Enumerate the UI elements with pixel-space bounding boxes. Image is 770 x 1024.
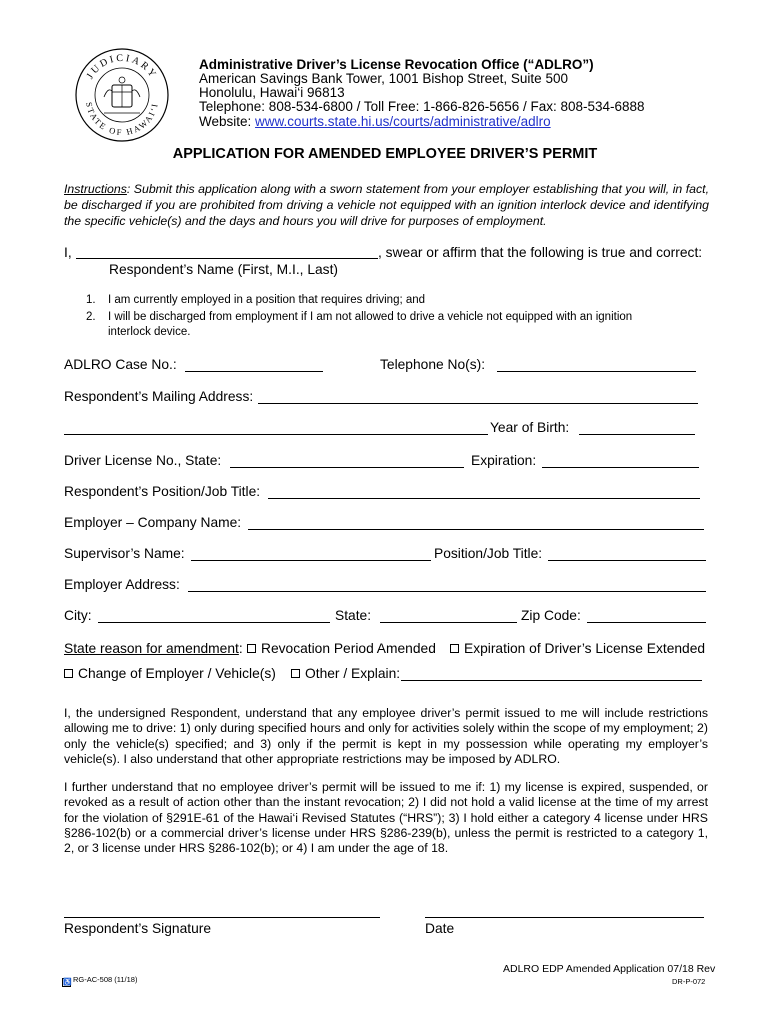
office-address-line1: American Savings Bank Tower, 1001 Bishop Street, Suite 500 bbox=[199, 71, 568, 86]
respondent-signature-field[interactable] bbox=[64, 917, 380, 918]
reason-option-other-label: Other / Explain: bbox=[305, 666, 401, 681]
mailing-address-label: Respondent’s Mailing Address: bbox=[64, 389, 254, 404]
statement-2-number: 2. bbox=[86, 311, 96, 323]
case-no-label: ADLRO Case No.: bbox=[64, 357, 177, 372]
zip-field[interactable] bbox=[587, 622, 706, 623]
date-field[interactable] bbox=[425, 917, 704, 918]
license-state-label: Driver License No., State: bbox=[64, 453, 222, 468]
office-phone: Telephone: 808-534-6800 / Toll Free: 1-866-826-5656 / Fax: 808-534-6888 bbox=[199, 99, 645, 114]
mailing-address-field[interactable] bbox=[258, 403, 698, 404]
statement-2-text: I will be discharged from employment if I am not allowed to drive a vehicle not equipped with an ignition bbox=[108, 311, 633, 323]
instructions-label: Instructions bbox=[64, 182, 127, 196]
supervisor-field[interactable] bbox=[191, 560, 431, 561]
reason-label-colon: : bbox=[238, 641, 243, 656]
position-field[interactable] bbox=[268, 498, 700, 499]
respondent-signature-label: Respondent’s Signature bbox=[64, 921, 212, 936]
telephone-field[interactable] bbox=[497, 371, 696, 372]
instructions-text: : Submit this application along with a sworn statement from your employer establishing that you will, in fact, be discharged if you are prohibited from driving a vehicle not equipped with an ignition interlock device and identifying the specific vehicle(s) and the days and hours you will drive for purposes of employment. bbox=[64, 182, 709, 228]
other-explain-field[interactable] bbox=[401, 680, 702, 681]
supervisor-position-label: Position/Job Title: bbox=[434, 546, 543, 561]
employer-address-field[interactable] bbox=[188, 591, 706, 592]
judiciary-seal-logo bbox=[74, 47, 170, 143]
statement-1-text: I am currently employed in a position that requires driving; and bbox=[108, 294, 426, 306]
respondent-name-field[interactable] bbox=[76, 258, 378, 259]
oath-suffix: , swear or affirm that the following is true and correct: bbox=[378, 245, 703, 260]
statement-2-text-cont: interlock device. bbox=[108, 326, 191, 338]
office-website bbox=[199, 114, 551, 130]
reason-option-expiration-label: Expiration of Driver’s License Extended bbox=[464, 641, 706, 656]
employer-field[interactable] bbox=[248, 529, 704, 530]
office-name: Administrative Driver’s License Revocation Office (“ADLRO”) bbox=[199, 57, 594, 72]
checkbox-icon[interactable] bbox=[450, 644, 459, 653]
svg-text:STATE OF HAWAI‘I: STATE OF HAWAI‘I bbox=[84, 101, 160, 138]
reason-label bbox=[64, 641, 243, 656]
expiration-label: Expiration: bbox=[471, 453, 537, 468]
date-label: Date bbox=[425, 921, 455, 936]
office-address-line2: Honolulu, Hawai‘i 96813 bbox=[199, 85, 345, 100]
form-number: DR-P-072 bbox=[672, 977, 706, 986]
zip-label: Zip Code: bbox=[521, 608, 581, 623]
understanding-paragraph-1: I, the undersigned Respondent, understand that any employee driver’s permit issued to me will include restrictions allowing me to drive: 1) only during specified hours and only for activities solely within the scope of my employment; 2) only the vehicle(s) specified; and 3) only if the permit is kept in my possession while operating my employer’s vehicle(s). I also understand that other appropriate restrictions may be imposed by ADLRO. bbox=[64, 706, 708, 766]
website-link[interactable]: www.courts.state.hi.us/courts/administrative/adlro bbox=[255, 114, 551, 129]
svg-text:JUDICIARY: JUDICIARY bbox=[84, 52, 160, 82]
checkbox-icon[interactable] bbox=[291, 669, 300, 678]
mailing-address-field-line2[interactable] bbox=[64, 434, 488, 435]
reason-option-revocation-label: Revocation Period Amended bbox=[261, 641, 436, 656]
checkbox-icon[interactable] bbox=[64, 669, 73, 678]
oath-prefix: I, bbox=[64, 245, 72, 260]
form-revision: ADLRO EDP Amended Application 07/18 Rev bbox=[503, 963, 716, 975]
telephone-label: Telephone No(s): bbox=[380, 357, 486, 372]
instructions bbox=[64, 181, 709, 229]
state-label: State: bbox=[335, 608, 372, 623]
city-field[interactable] bbox=[98, 622, 330, 623]
form-code-text: RG-AC-508 (11/18) bbox=[73, 975, 138, 984]
respondent-name-caption: Respondent’s Name (First, M.I., Last) bbox=[109, 262, 339, 277]
form-title: APPLICATION FOR AMENDED EMPLOYEE DRIVER’S PERMIT bbox=[172, 146, 598, 162]
statement-1-number: 1. bbox=[86, 294, 96, 306]
reason-option-other[interactable] bbox=[291, 666, 400, 681]
reason-option-expiration[interactable] bbox=[450, 641, 705, 656]
city-label: City: bbox=[64, 608, 92, 623]
form-code bbox=[62, 975, 137, 987]
supervisor-label: Supervisor’s Name: bbox=[64, 546, 185, 561]
reason-option-employer-label: Change of Employer / Vehicle(s) bbox=[78, 666, 276, 681]
year-of-birth-field[interactable] bbox=[579, 434, 695, 435]
reason-option-employer[interactable] bbox=[64, 666, 276, 681]
employer-address-label: Employer Address: bbox=[64, 577, 180, 592]
understanding-paragraph-2: I further understand that no employee driver’s permit will be issued to me if: 1) my license is expired, suspended, or revoked as a result of action other than the instant revocation; 2) I did not hold a valid license at the time of my arrest for the violation of §291E-61 of the Hawai‘i Revised Statutes (“HRS”); 3) I hold either a category 4 license under HRS §286-102(b) or a commercial driver’s license under HRS §286-239(b), unless the permit is restricted to a category 1, 2, or 3 license under HRS §286-102(b); or 4) I am under the age of 18. bbox=[64, 780, 708, 856]
year-of-birth-label: Year of Birth: bbox=[490, 420, 570, 435]
website-label: Website: bbox=[199, 114, 256, 129]
reason-label-text: State reason for amendment bbox=[64, 641, 239, 656]
checkbox-icon[interactable] bbox=[247, 644, 256, 653]
accessibility-icon: ♿ bbox=[63, 979, 72, 986]
license-state-field[interactable] bbox=[230, 467, 464, 468]
case-no-field[interactable] bbox=[185, 371, 323, 372]
position-label: Respondent’s Position/Job Title: bbox=[64, 484, 261, 499]
employer-label: Employer – Company Name: bbox=[64, 515, 242, 530]
state-field[interactable] bbox=[380, 622, 517, 623]
expiration-field[interactable] bbox=[542, 467, 699, 468]
supervisor-position-field[interactable] bbox=[548, 560, 706, 561]
reason-option-revocation[interactable] bbox=[247, 641, 436, 656]
